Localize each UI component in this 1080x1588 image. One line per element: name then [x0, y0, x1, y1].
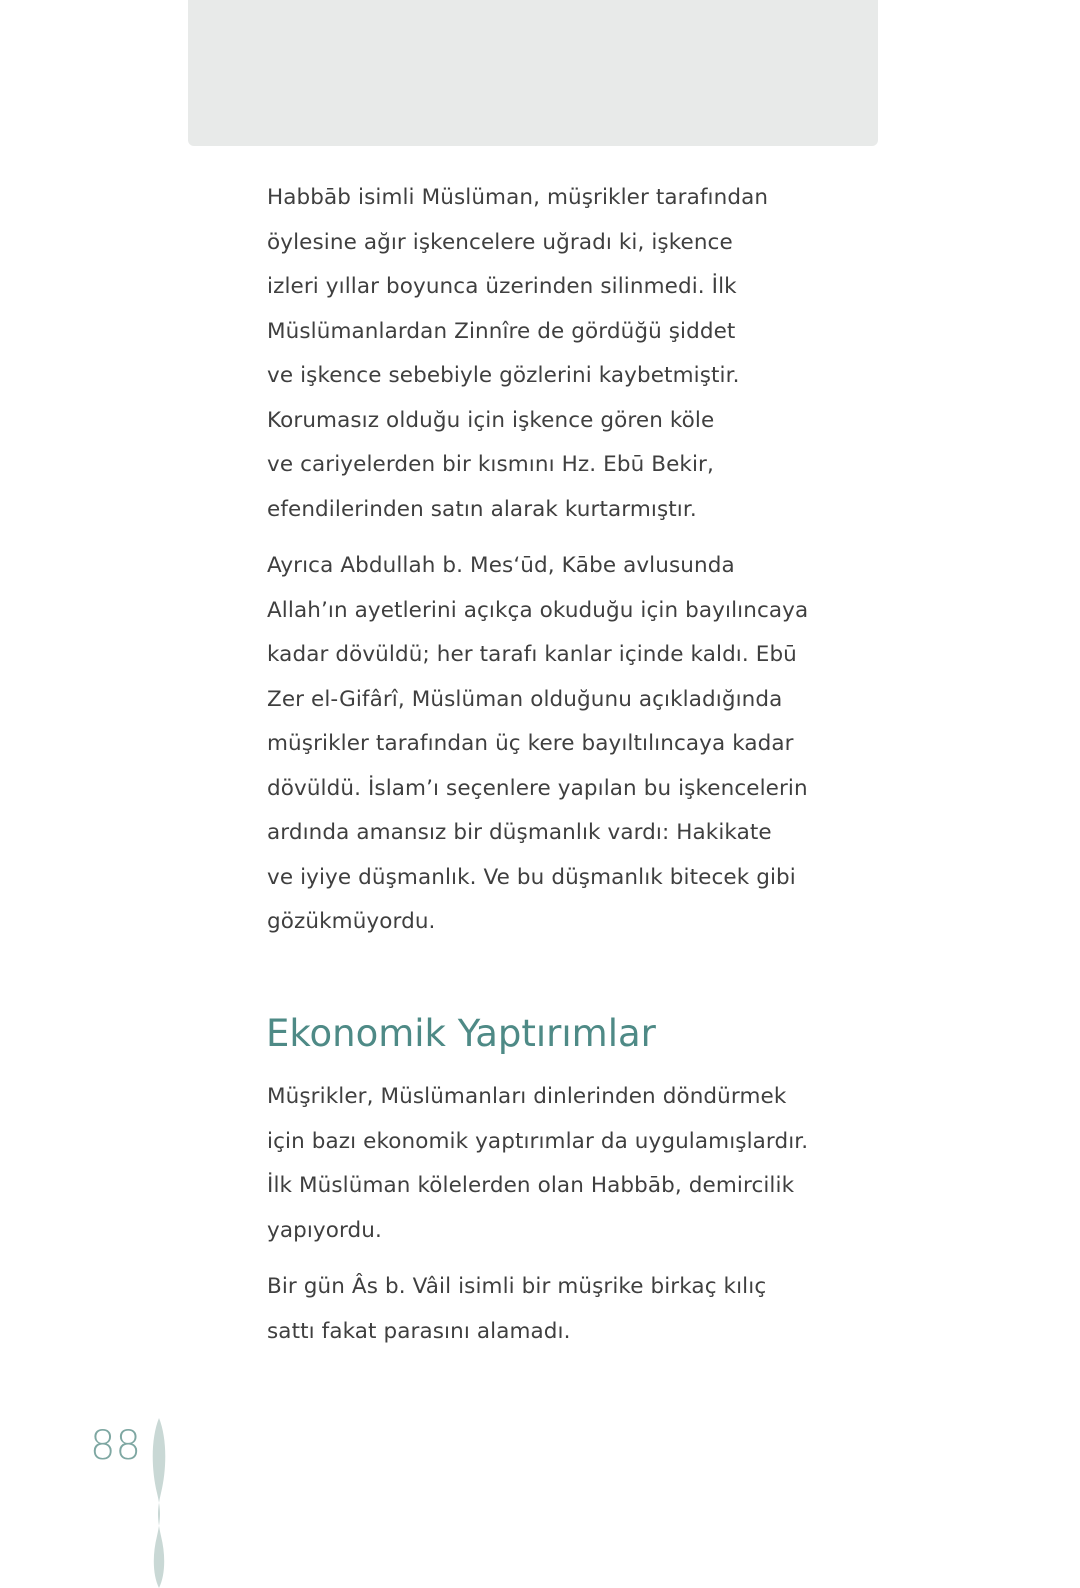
side-ornament-icon [147, 1418, 171, 1588]
text-block-1 [267, 176, 827, 945]
page-number: 88 [90, 1423, 141, 1469]
paragraph: Müşrikler, Müslümanları dinlerinden döndürmek için bazı ekonomik yaptırımlar da uygulamışlardır. İlk Müslüman kölelerden olan Habbāb, demircilik yapıyordu. [267, 1084, 809, 1243]
section-heading: Ekonomik Yaptırımlar [266, 1012, 656, 1055]
paragraph: Bir gün Âs b. Vâil isimli bir müşrike birkaç kılıç sattı fakat parasını alamadı. [267, 1274, 767, 1344]
paragraph: Habbāb isimli Müslüman, müşrikler tarafından öylesine ağır işkencelere uğradı ki, işkence izleri yıllar boyunca üzerinden silinmedi. İlk Müslümanlardan Zinnîre de gördüğü şiddet ve işkence sebebiyle gözlerini kaybetmiştir. Korumasız olduğu için işkence gören köle ve cariyelerden bir kısmını Hz. Ebū Bekir, efendilerinden satın alarak kurtarmıştır. [267, 185, 769, 522]
top-banner [188, 0, 878, 146]
paragraph: Ayrıca Abdullah b. Mes‘ūd, Kābe avlusunda Allah’ın ayetlerini açıkça okuduğu için bayılıncaya kadar dövüldü; her tarafı kanlar içinde kaldı. Ebū Zer el-Gifârî, Müslüman olduğunu açıkladığında müşrikler tarafından üç kere bayıltılıncaya kadar dövüldü. İslam’ı seçenlere yapılan bu işkencelerin ardında amansız bir düşmanlık vardı: Hakikate ve iyiye düşmanlık. Ve bu düşmanlık bitecek gibi gözükmüyordu. [267, 553, 809, 934]
text-block-2 [267, 1075, 827, 1354]
